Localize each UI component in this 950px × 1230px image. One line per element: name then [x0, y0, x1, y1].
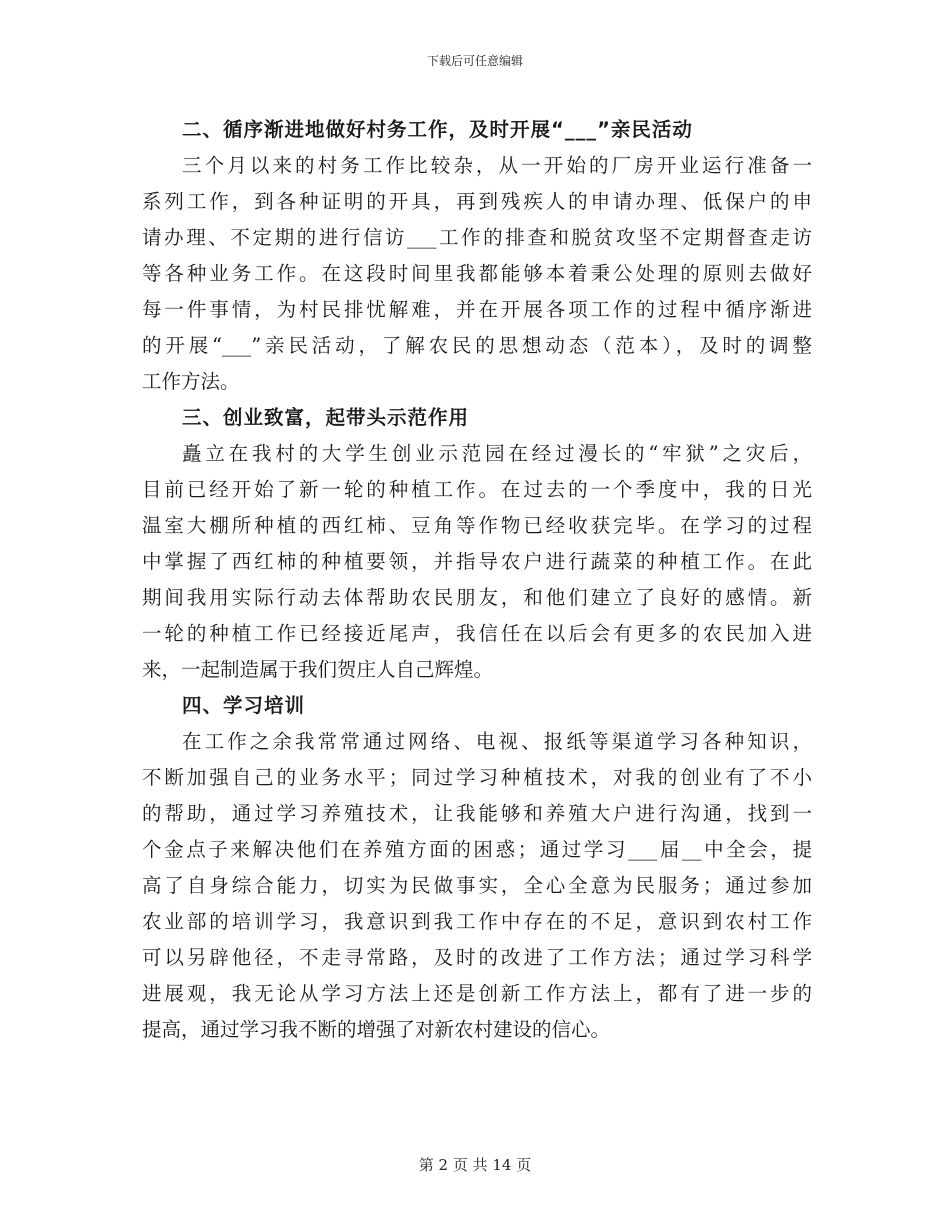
section-heading: 二、循序渐进地做好村务工作，及时开展“___”亲民活动 [182, 118, 693, 141]
paragraph-line: 目前已经开始了新一轮的种植工作。在过去的一个季度中，我的日光 [142, 478, 812, 501]
paragraph-line: 个金点子来解决他们在养殖方面的困惑；通过学习___届__中全会，提 [142, 838, 812, 861]
paragraph-line: 请办理、不定期的进行信访___工作的排查和脱贫攻坚不定期督查走访 [142, 226, 812, 249]
section-heading: 三、创业致富，起带头示范作用 [182, 406, 470, 429]
paragraph-line: 的帮助，通过学习养殖技术，让我能够和养殖大户进行沟通，找到一 [142, 802, 812, 825]
page-number: 第 2 页 共 14 页 [418, 1156, 532, 1174]
paragraph-line: 的开展“___”亲民活动，了解农民的思想动态（范本），及时的调整 [142, 334, 812, 357]
page-header: 下载后可任意编辑 [426, 54, 523, 68]
paragraph-line: 工作方法。 [142, 370, 240, 393]
paragraph-line: 温室大棚所种植的西红柿、豆角等作物已经收获完毕。在学习的过程 [142, 514, 812, 537]
paragraph-line: 不断加强自己的业务水平；同过学习种植技术，对我的创业有了不小 [142, 766, 812, 789]
paragraph-line: 三个月以来的村务工作比较杂，从一开始的厂房开业运行准备一 [182, 154, 812, 177]
paragraph-line: 在工作之余我常常通过网络、电视、报纸等渠道学习各种知识， [182, 730, 812, 753]
paragraph-line: 来，一起制造属于我们贺庄人自己辉煌。 [142, 658, 494, 681]
document-body [142, 112, 812, 1048]
paragraph-line: 进展观，我无论从学习方法上还是创新工作方法上，都有了进一步的 [142, 982, 812, 1005]
paragraph-line: 一轮的种植工作已经接近尾声，我信任在以后会有更多的农民加入进 [142, 622, 812, 645]
paragraph-line: 高了自身综合能力，切实为民做事实，全心全意为民服务；通过参加 [142, 874, 812, 897]
paragraph-line: 可以另辟他径，不走寻常路，及时的改进了工作方法；通过学习科学 [142, 946, 812, 969]
paragraph-line: 提高，通过学习我不断的增强了对新农村建设的信心。 [142, 1018, 611, 1041]
paragraph-line: 期间我用实际行动去体帮助农民朋友，和他们建立了良好的感情。新 [142, 586, 812, 609]
section-heading: 四、学习培训 [182, 694, 306, 717]
paragraph-line: 等各种业务工作。在这段时间里我都能够本着秉公处理的原则去做好 [142, 262, 812, 285]
paragraph-line: 系列工作，到各种证明的开具，再到残疾人的申请办理、低保户的申 [142, 190, 812, 213]
paragraph-line: 每一件事情，为村民排忧解难，并在开展各项工作的过程中循序渐进 [142, 298, 812, 321]
paragraph-line: 矗立在我村的大学生创业示范园在经过漫长的“牢狱”之灾后， [182, 442, 812, 465]
paragraph-line: 中掌握了西红柿的种植要领，并指导农户进行蔬菜的种植工作。在此 [142, 550, 812, 573]
paragraph-line: 农业部的培训学习，我意识到我工作中存在的不足，意识到农村工作 [142, 910, 812, 933]
